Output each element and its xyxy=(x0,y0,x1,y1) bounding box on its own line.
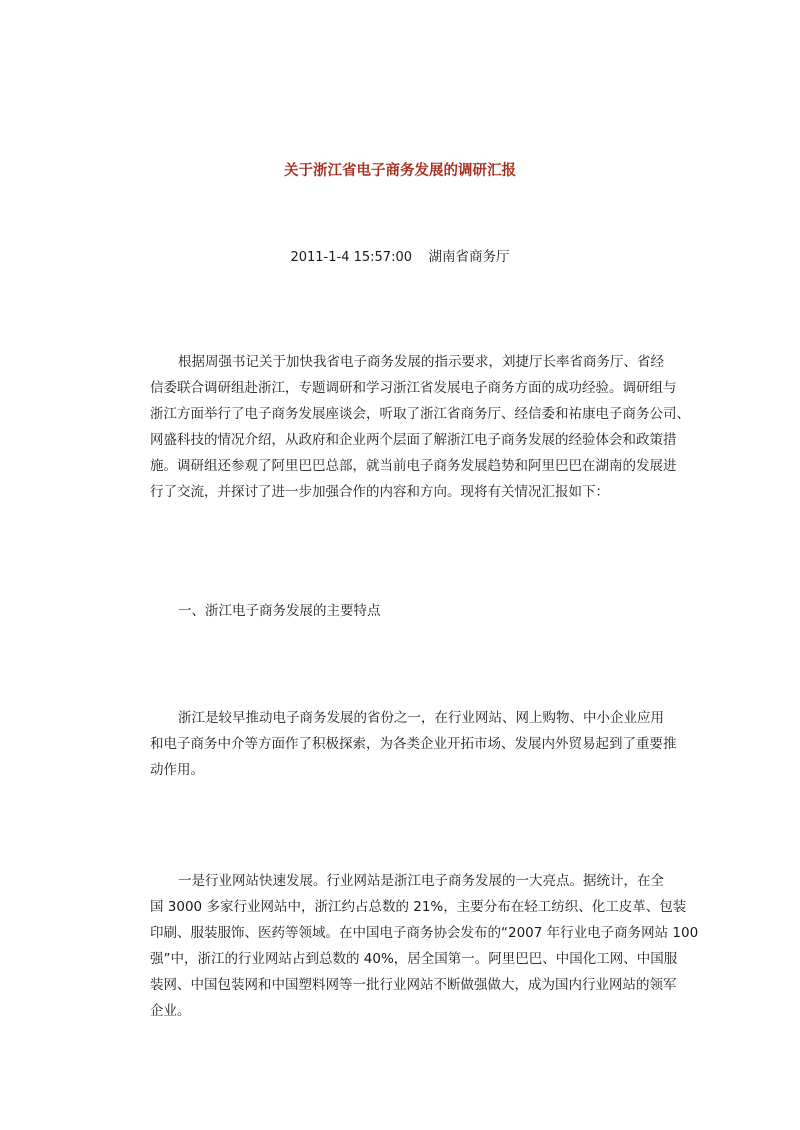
paragraph-industry-websites xyxy=(150,868,699,1024)
text-line: 根据周强书记关于加快我省电子商务发展的指示要求，刘捷厅长率省商务厅、省经 xyxy=(178,354,664,370)
text-line: 信委联合调研组赴浙江，专题调研和学习浙江省发展电子商务方面的成功经验。调研组与 xyxy=(150,380,677,396)
document-title: 关于浙江省电子商务发展的调研汇报 xyxy=(284,163,516,179)
text-line: 装网、中国包装网和中国塑料网等一批行业网站不断做强做大，成为国内行业网站的领军 xyxy=(150,977,677,993)
paragraph-intro xyxy=(150,349,690,505)
text-line: 浙江是较早推动电子商务发展的省份之一，在行业网站、网上购物、中小企业应用 xyxy=(178,710,664,726)
text-line: 网盛科技的情况介绍，从政府和企业两个层面了解浙江电子商务发展的经验体会和政策措 xyxy=(150,432,677,448)
document-meta xyxy=(0,246,800,269)
paragraph-overview xyxy=(150,705,677,783)
text-line: 印刷、服装服饰、医药等领域。在中国电子商务协会发布的“2007 年行业电子商务网站 100 xyxy=(150,925,699,941)
text-line: 企业。 xyxy=(150,1003,191,1019)
text-line: 动作用。 xyxy=(150,762,204,778)
section-heading-text: 一、浙江电子商务发展的主要特点 xyxy=(178,603,381,619)
text-line: 行了交流，并探讨了进一步加强合作的内容和方向。现将有关情况汇报如下： xyxy=(150,484,609,500)
text-line: 浙江方面举行了电子商务发展座谈会，听取了浙江省商务厅、经信委和祐康电子商务公司、 xyxy=(150,406,690,422)
section-heading xyxy=(150,598,650,624)
text-line: 和电子商务中介等方面作了积极探索，为各类企业开拓市场、发展内外贸易起到了重要推 xyxy=(150,736,677,752)
text-line: 一是行业网站快速发展。行业网站是浙江电子商务发展的一大亮点。据统计，在全 xyxy=(178,873,664,889)
publish-date: 2011-1-4 15:57:00 xyxy=(290,250,412,265)
publisher-name: 湖南省商务厅 xyxy=(428,249,510,265)
text-line: 国 3000 多家行业网站中，浙江约占总数的 21%，主要分布在轻工纺织、化工皮革、包装 xyxy=(150,899,687,915)
text-line: 强”中，浙江的行业网站占到总数的 40%，居全国第一。阿里巴巴、中国化工网、中国服 xyxy=(150,951,678,967)
text-line: 施。调研组还参观了阿里巴巴总部，就当前电子商务发展趋势和阿里巴巴在湖南的发展进 xyxy=(150,458,677,474)
